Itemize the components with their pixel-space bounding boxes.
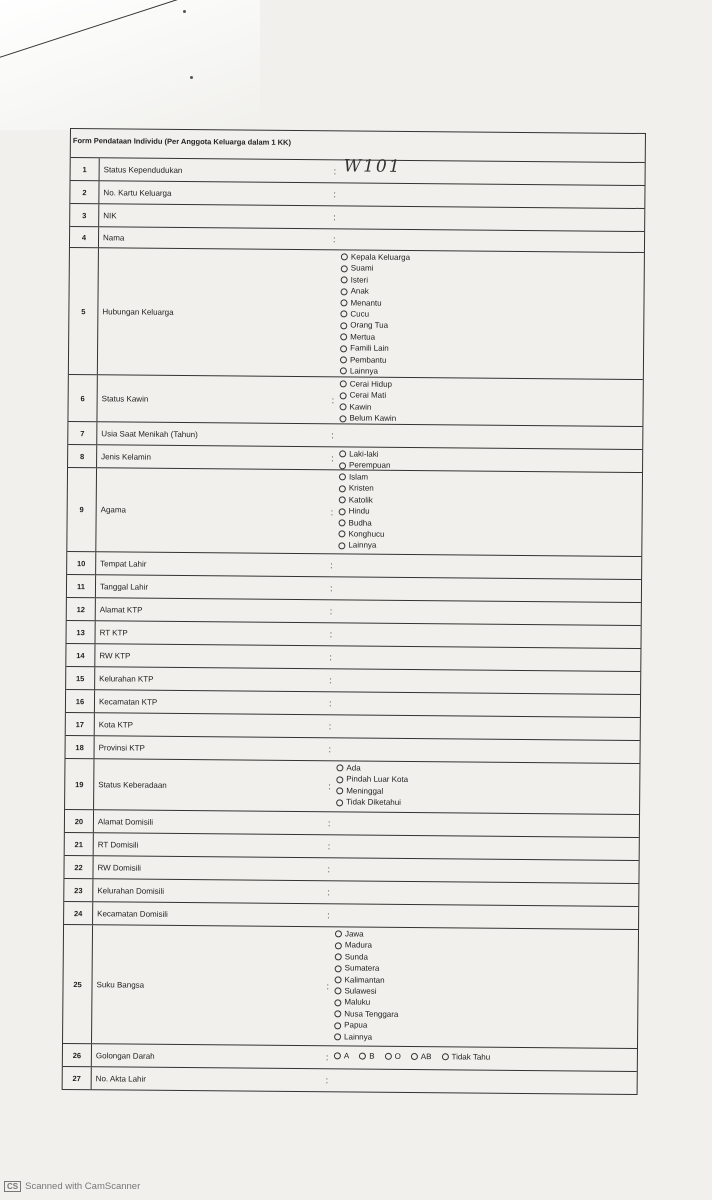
radio-circle-icon[interactable] [338, 542, 345, 549]
field-value [339, 377, 642, 426]
field-label: Kecamatan Domisili [97, 908, 168, 919]
field-colon: : [328, 698, 332, 709]
radio-circle-icon[interactable] [336, 799, 343, 806]
field-label: Kecamatan KTP [98, 696, 158, 707]
radio-circle-icon[interactable] [341, 265, 348, 272]
field-label: Jenis Kelamin [101, 451, 151, 462]
radio-option[interactable] [359, 1051, 374, 1063]
field-colon: : [327, 841, 331, 852]
field-label: Golongan Darah [95, 1050, 155, 1061]
radio-option-label: Tidak Diketahui [346, 797, 402, 808]
field-label: No. Akta Lahir [95, 1073, 146, 1084]
radio-option-label: Cerai Mati [349, 390, 387, 401]
field-label: Status Keberadaan [98, 779, 167, 790]
form-title: Form Pendataan Individu (Per Anggota Keluarga dalam 1 KK) [71, 129, 645, 163]
radio-option[interactable] [334, 1031, 637, 1045]
field-value[interactable] [337, 623, 640, 648]
field-colon: : [331, 453, 334, 464]
radio-option-label: B [369, 1051, 375, 1061]
radio-option-label: Suami [350, 263, 374, 274]
field-colon: : [327, 818, 331, 829]
field-value[interactable] [337, 692, 640, 717]
row-number: 1 [71, 158, 100, 180]
radio-option-label: Menantu [350, 298, 382, 308]
field-value[interactable] [342, 156, 645, 185]
field-colon: : [327, 910, 330, 921]
row-number: 15 [66, 667, 95, 689]
radio-circle-icon[interactable] [336, 765, 343, 772]
field-label: RW KTP [99, 650, 131, 661]
form-row [63, 1067, 637, 1095]
radio-option-label: Nusa Tenggara [344, 1009, 399, 1019]
row-number: 2 [70, 181, 99, 203]
field-label: Agama [100, 505, 127, 515]
radio-circle-icon[interactable] [335, 965, 342, 972]
row-number: 12 [67, 598, 96, 620]
row-number: 22 [64, 856, 93, 878]
radio-circle-icon[interactable] [334, 1053, 341, 1060]
radio-option-label: Famili Lain [350, 343, 389, 354]
radio-option-label: Pembantu [349, 355, 387, 365]
row-number: 21 [65, 833, 94, 855]
form-row [67, 468, 642, 557]
field-colon: : [328, 744, 332, 755]
field-colon: : [331, 395, 335, 406]
radio-option[interactable] [411, 1051, 432, 1063]
field-value[interactable] [336, 835, 639, 860]
radio-option-label: Isteri [350, 275, 369, 285]
radio-option-label: Kristen [348, 483, 374, 494]
radio-circle-icon[interactable] [334, 1011, 341, 1018]
field-colon: : [329, 675, 332, 686]
field-value[interactable] [338, 554, 641, 579]
radio-option-label: Lainnya [348, 540, 377, 551]
radio-circle-icon[interactable] [339, 497, 346, 504]
radio-option-label: Cucu [350, 309, 370, 319]
radio-option-label: Islam [348, 472, 369, 482]
field-colon: : [329, 606, 333, 617]
row-number: 27 [63, 1067, 92, 1089]
radio-circle-icon[interactable] [335, 942, 342, 949]
radio-option-label: Mertua [350, 332, 376, 342]
radio-circle-icon[interactable] [334, 1022, 341, 1029]
field-colon: : [329, 629, 333, 640]
row-number: 8 [68, 445, 97, 467]
field-colon: : [329, 652, 332, 663]
row-number: 14 [66, 644, 95, 666]
field-value [340, 250, 644, 379]
field-colon: : [327, 864, 331, 875]
radio-option-label: Perempuan [349, 460, 391, 471]
radio-circle-icon[interactable] [340, 311, 347, 318]
radio-circle-icon[interactable] [441, 1054, 448, 1061]
field-value[interactable] [337, 646, 640, 671]
radio-option-label: Sunda [344, 952, 368, 962]
field-label: Alamat KTP [99, 604, 143, 615]
radio-circle-icon[interactable] [339, 508, 346, 515]
radio-option-label: Lainnya [349, 366, 378, 376]
radio-option-label: Anak [350, 286, 369, 296]
row-number: 5 [69, 248, 99, 374]
row-number: 7 [68, 422, 97, 444]
radio-option-label: Katolik [348, 495, 373, 505]
row-number: 17 [66, 713, 95, 735]
radio-circle-icon[interactable] [339, 474, 346, 481]
radio-option-label: AB [420, 1052, 432, 1062]
radio-circle-icon[interactable] [340, 392, 347, 399]
radio-option-label: Maluku [344, 997, 371, 1008]
field-label: Hubungan Keluarga [102, 306, 174, 317]
row-number: 10 [67, 552, 96, 574]
radio-option-label: Tidak Tahu [451, 1052, 491, 1062]
radio-circle-icon[interactable] [339, 519, 346, 526]
radio-option[interactable] [385, 1051, 401, 1063]
radio-option-label: Lainnya [344, 1032, 373, 1042]
form-row [69, 248, 644, 380]
row-number: 4 [70, 227, 99, 247]
radio-circle-icon[interactable] [341, 254, 348, 261]
field-label: Provinsi KTP [98, 742, 145, 753]
radio-circle-icon[interactable] [334, 999, 341, 1006]
radio-circle-icon[interactable] [340, 368, 347, 375]
field-colon: : [327, 887, 330, 898]
field-value [334, 927, 638, 1048]
radio-option-label: Madura [344, 940, 373, 951]
radio-circle-icon[interactable] [334, 1033, 341, 1040]
radio-option-label: Budha [348, 518, 372, 528]
field-label: Alamat Domisili [97, 816, 154, 827]
radio-option-label: Meninggal [346, 786, 384, 796]
field-colon: : [328, 781, 331, 792]
field-colon: : [330, 506, 334, 517]
field-colon: : [333, 166, 337, 177]
radio-circle-icon[interactable] [339, 415, 346, 422]
radio-option-label: Kalimantan [344, 975, 385, 985]
radio-option-label: Papua [344, 1020, 368, 1030]
radio-circle-icon[interactable] [339, 451, 346, 458]
radio-circle-icon[interactable] [336, 788, 343, 795]
radio-option-label: Ada [346, 763, 361, 773]
radio-option-label: Sulawesi [344, 986, 377, 996]
scan-speck [183, 10, 186, 13]
field-value[interactable] [335, 881, 638, 906]
row-number: 25 [63, 925, 93, 1043]
field-label: Tempat Lahir [100, 558, 147, 569]
radio-option-label: Orang Tua [350, 320, 389, 331]
radio-option-label: Kepala Keluarga [350, 252, 411, 262]
radio-option-label: Laki-laki [349, 449, 379, 459]
row-number: 19 [65, 759, 94, 809]
field-colon: : [325, 1052, 329, 1063]
field-value[interactable] [335, 904, 638, 929]
radio-option-label: A [343, 1051, 350, 1061]
radio-option-label: Konghucu [348, 529, 385, 539]
row-number: 3 [70, 204, 99, 226]
radio-option-label: Pindah Luar Kota [346, 774, 409, 785]
field-colon: : [331, 430, 334, 441]
radio-option-label: Hindu [348, 506, 370, 516]
field-label: No. Kartu Keluarga [103, 187, 172, 198]
field-value[interactable] [338, 600, 641, 625]
field-label: Status Kependudukan [103, 164, 183, 175]
field-label: Tanggal Lahir [99, 581, 149, 592]
field-label: NIK [103, 210, 117, 220]
radio-circle-icon[interactable] [341, 288, 348, 295]
form-row [63, 925, 638, 1049]
field-colon: : [329, 583, 333, 594]
field-label: RW Domisili [97, 862, 141, 873]
radio-option-label: Sumatera [344, 963, 380, 973]
radio-circle-icon[interactable] [385, 1053, 392, 1060]
radio-circle-icon[interactable] [336, 776, 343, 783]
field-label: Kelurahan KTP [99, 673, 154, 684]
field-colon: : [332, 234, 336, 245]
field-value[interactable] [336, 738, 639, 763]
row-number: 6 [68, 375, 97, 421]
field-colon: : [333, 212, 336, 223]
radio-circle-icon[interactable] [334, 988, 341, 995]
row-number: 18 [66, 736, 95, 758]
field-label: RT KTP [99, 627, 128, 638]
camscanner-watermark [4, 1181, 140, 1192]
field-value[interactable] [337, 715, 640, 740]
scan-page-curl [0, 0, 260, 130]
radio-circle-icon[interactable] [341, 277, 348, 284]
radio-option-label: O [394, 1051, 401, 1061]
field-label: Usia Saat Menikah (Tahun) [101, 428, 198, 439]
camscanner-logo: CS [4, 1181, 21, 1192]
radio-circle-icon[interactable] [340, 356, 347, 363]
form-row [65, 759, 639, 815]
radio-circle-icon[interactable] [338, 531, 345, 538]
field-value[interactable] [335, 858, 638, 883]
field-value[interactable] [341, 229, 644, 252]
field-value [334, 1046, 637, 1071]
radio-option[interactable] [334, 1050, 349, 1062]
field-value[interactable] [334, 1069, 637, 1094]
page-edge-line [0, 0, 218, 61]
field-value[interactable] [336, 812, 639, 837]
form-row [68, 375, 642, 427]
field-label: Kota KTP [98, 719, 134, 730]
row-number: 13 [67, 621, 96, 643]
field-value [339, 447, 642, 472]
field-value[interactable] [341, 183, 644, 208]
field-label: Nama [103, 232, 125, 242]
radio-circle-icon[interactable] [335, 931, 342, 938]
row-number: 24 [64, 902, 93, 924]
radio-circle-icon[interactable] [340, 334, 347, 341]
handwritten-value: W101 [343, 156, 402, 177]
radio-option[interactable] [338, 540, 641, 554]
radio-circle-icon[interactable] [340, 299, 347, 306]
radio-circle-icon[interactable] [335, 976, 342, 983]
field-colon: : [333, 189, 336, 200]
radio-option-label: Belum Kawin [349, 413, 397, 424]
field-colon: : [326, 981, 330, 992]
radio-circle-icon[interactable] [339, 485, 346, 492]
radio-option-label: Jawa [344, 929, 364, 939]
row-number: 16 [66, 690, 95, 712]
field-value [336, 761, 639, 814]
field-label: RT Domisili [97, 839, 139, 850]
radio-circle-icon[interactable] [335, 954, 342, 961]
field-value[interactable] [338, 577, 641, 602]
field-label: Suku Bangsa [96, 979, 145, 990]
field-label: Status Kawin [101, 393, 149, 404]
radio-circle-icon[interactable] [340, 404, 347, 411]
form-rows [63, 158, 645, 1095]
row-number: 26 [63, 1044, 92, 1066]
row-number: 20 [65, 810, 94, 832]
field-value[interactable] [341, 206, 644, 231]
radio-circle-icon[interactable] [340, 381, 347, 388]
radio-circle-icon[interactable] [359, 1053, 366, 1060]
radio-option-label: Kawin [349, 402, 372, 412]
field-value [338, 470, 642, 556]
field-colon: : [330, 560, 333, 571]
field-value[interactable] [339, 424, 642, 449]
field-colon: : [328, 721, 332, 732]
radio-option-label: Cerai Hidup [349, 379, 393, 389]
watermark-text: Scanned with CamScanner [25, 1181, 141, 1192]
radio-circle-icon[interactable] [411, 1053, 418, 1060]
blood-type-options [334, 1047, 637, 1064]
field-colon: : [325, 1075, 329, 1086]
row-number: 9 [67, 468, 97, 551]
radio-option[interactable] [441, 1051, 490, 1063]
field-label: Kelurahan Domisili [97, 885, 165, 896]
scan-speck [190, 76, 193, 79]
individual-data-form [62, 128, 646, 1095]
field-value[interactable] [337, 669, 640, 694]
radio-circle-icon[interactable] [340, 345, 347, 352]
radio-circle-icon[interactable] [340, 322, 347, 329]
radio-circle-icon[interactable] [339, 462, 346, 469]
row-number: 11 [67, 575, 96, 597]
row-number: 23 [64, 879, 93, 901]
radio-option[interactable] [336, 797, 639, 811]
